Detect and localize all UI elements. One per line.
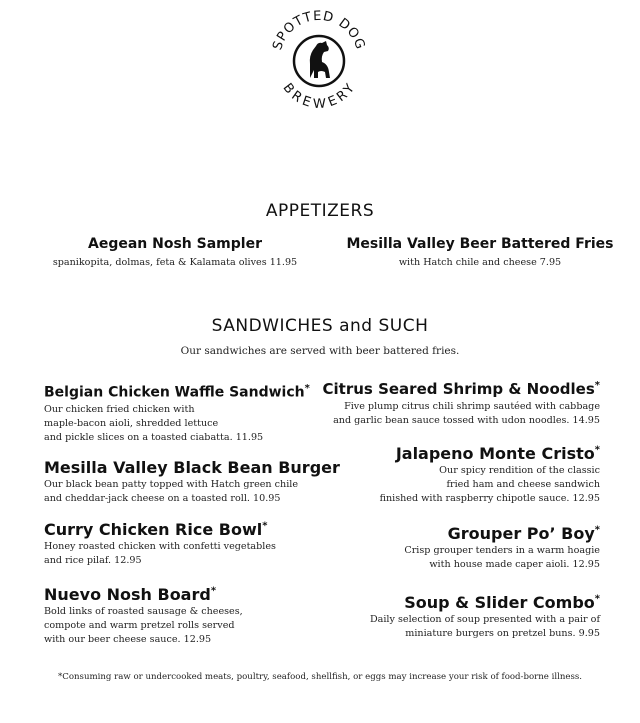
item-desc-line: with house made caper aioli. 12.95 [429, 559, 600, 570]
item-desc-line: maple-bacon aioli, shredded lettuce [44, 417, 219, 429]
item-star: * [594, 444, 600, 456]
item-star: * [210, 585, 217, 597]
item-desc-line: Our spicy rendition of the classic [439, 465, 600, 476]
item-desc-line: finished with raspberry chipotle sauce. 12.95 [379, 493, 600, 504]
appetizer-name: Mesilla Valley Beer Battered Fries [346, 236, 614, 252]
menu-item [44, 383, 310, 445]
sandwiches-subheading: Our sandwiches are served with beer battered fries. [180, 345, 460, 357]
appetizer-name: Aegean Nosh Sampler [88, 236, 262, 252]
item-desc-line: Our chicken fried chicken with [44, 403, 195, 415]
item-star: * [594, 593, 600, 605]
logo-top-text: SPOTTED DOG [270, 8, 368, 53]
item-desc-line: and pickle slices on a toasted ciabatta. 11.95 [44, 431, 264, 443]
logo-bottom-text: BREWERY [279, 80, 359, 112]
item-name: Mesilla Valley Black Bean Burger [44, 458, 340, 477]
item-star: * [262, 520, 268, 532]
menu-item [44, 520, 276, 568]
item-desc-line: Crisp grouper tenders in a warm hoagie [404, 545, 600, 556]
item-desc-line: Daily selection of soup presented with a pair of [369, 614, 600, 625]
brewery-logo [266, 6, 372, 112]
sandwiches-heading: SANDWICHES and SUCH [211, 316, 429, 336]
footnote: *Consuming raw or undercooked meats, poultry, seafood, shellfish, or eggs may increase your risk of food-borne illness. [57, 672, 583, 682]
item-desc-line: Five plump citrus chili shrimp sautéed with cabbage [344, 401, 600, 412]
menu-item [44, 458, 340, 506]
menu-item [44, 585, 243, 647]
item-desc-line: Our black bean patty topped with Hatch green chile [44, 479, 299, 490]
item-name: Jalapeno Monte Cristo [395, 444, 595, 463]
item-star: * [594, 524, 600, 536]
appetizers-heading: APPETIZERS [265, 201, 375, 221]
menu-item [380, 444, 600, 506]
item-desc-line: and garlic bean sauce tossed with udon noodles. 14.95 [333, 415, 600, 426]
appetizer-desc: with Hatch chile and cheese 7.95 [398, 257, 562, 268]
item-desc-line: and cheddar-jack cheese on a toasted roll. 10.95 [44, 493, 281, 504]
item-star: * [594, 380, 600, 391]
item-desc-line: Honey roasted chicken with confetti vegetables [44, 541, 276, 552]
dog-icon [310, 41, 330, 78]
item-desc-line: compote and warm pretzel rolls served [44, 620, 235, 631]
item-name: Soup & Slider Combo [404, 593, 595, 612]
item-desc-line: and rice pilaf. 12.95 [44, 555, 142, 566]
item-desc-line: Bold links of roasted sausage & cheeses, [44, 606, 243, 617]
item-name: Curry Chicken Rice Bowl [44, 520, 263, 539]
appetizer-item [340, 236, 620, 270]
menu-item [323, 380, 600, 428]
item-name: Citrus Seared Shrimp & Noodles [322, 380, 595, 398]
item-desc-line: with our beer cheese sauce. 12.95 [44, 634, 212, 645]
appetizer-desc: spanikopita, dolmas, feta & Kalamata olives 11.95 [52, 257, 298, 268]
item-name: Nuevo Nosh Board [44, 585, 211, 604]
menu-item [370, 593, 600, 641]
item-star: * [304, 383, 310, 394]
appetizer-item [40, 236, 310, 270]
item-name: Belgian Chicken Waffle Sandwich [44, 384, 305, 401]
item-desc-line: miniature burgers on pretzel buns. 9.95 [405, 628, 600, 639]
item-desc-line: fried ham and cheese sandwich [446, 479, 600, 490]
menu-item [404, 524, 600, 572]
item-name: Grouper Po’ Boy [447, 524, 595, 543]
